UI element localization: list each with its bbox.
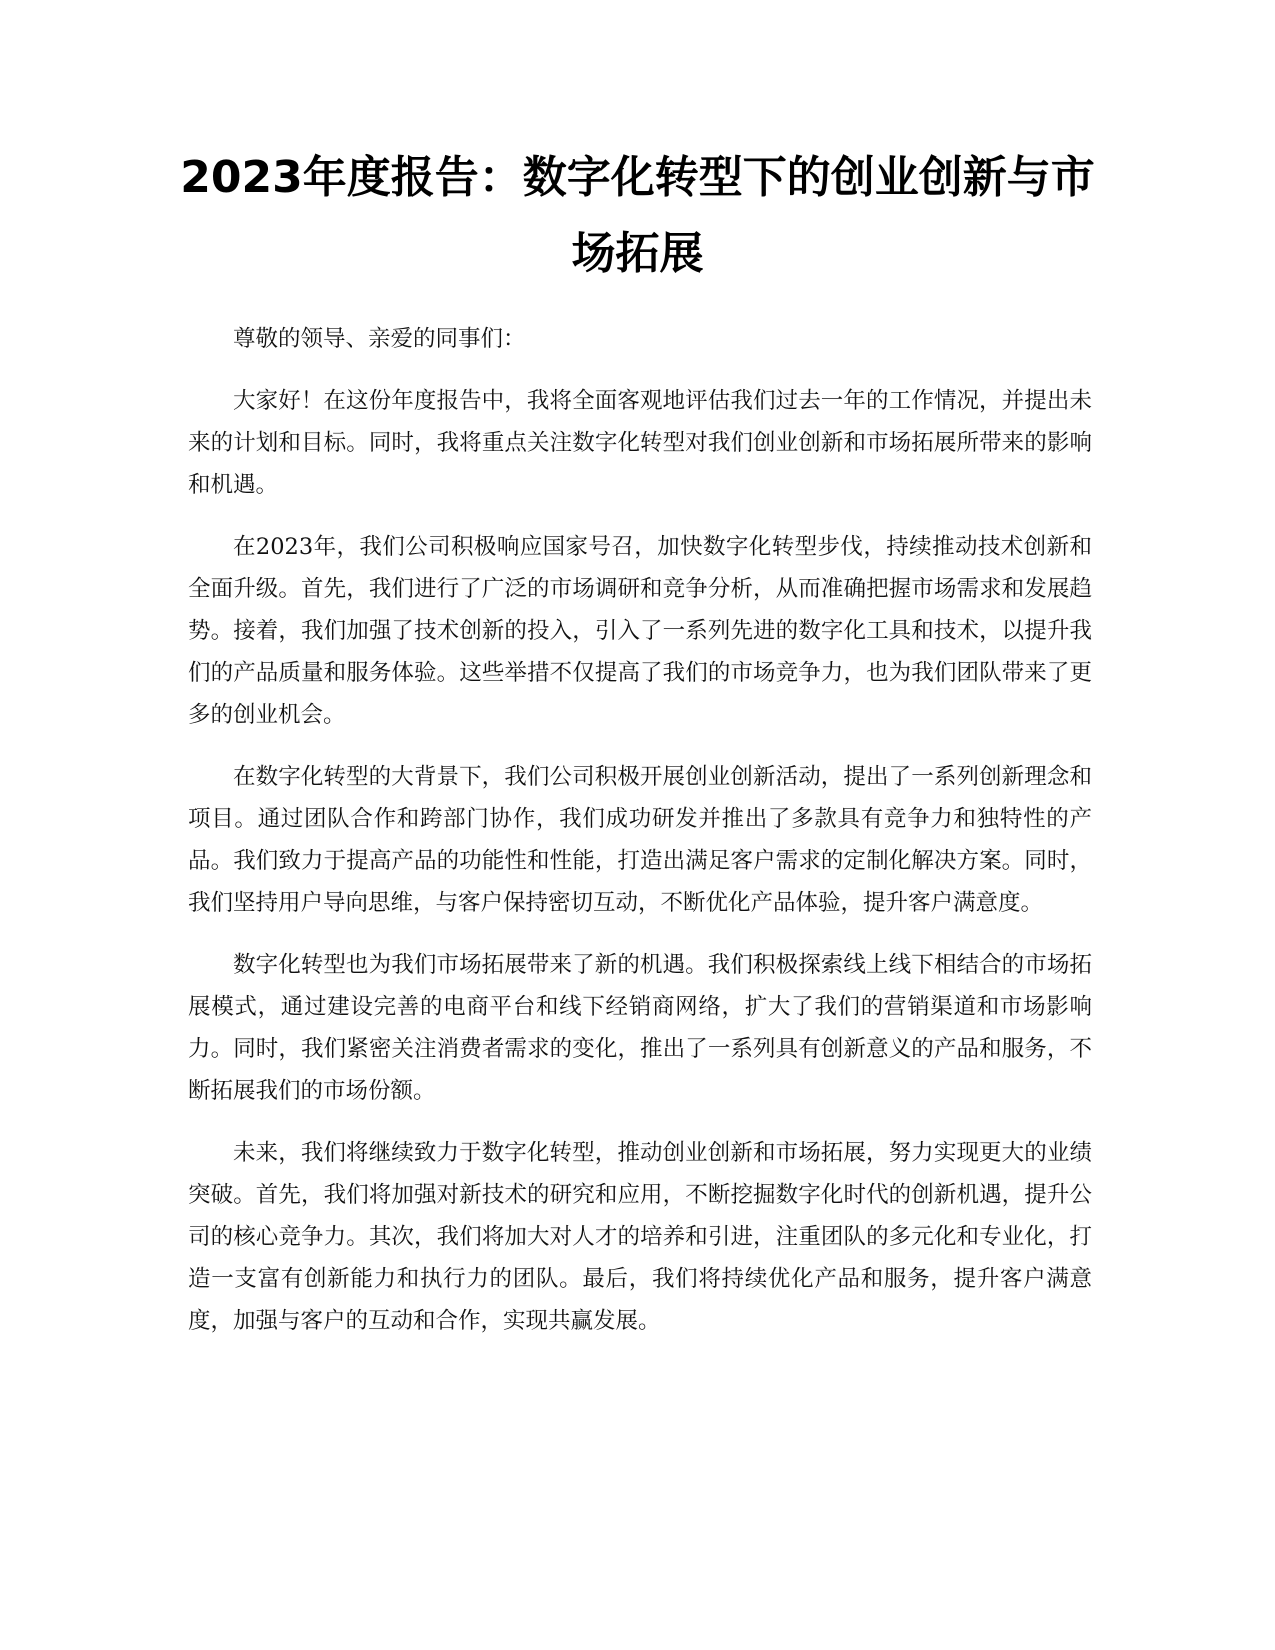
document-title: 2023年度报告：数字化转型下的创业创新与市场拓展	[180, 152, 1095, 279]
paragraph-intro: 大家好！在这份年度报告中，我将全面客观地评估我们过去一年的工作情况，并提出未来的计划和目标。同时，我将重点关注数字化转型对我们创业创新和市场拓展所带来的影响和机遇。	[188, 388, 1092, 498]
paragraph-2023-review: 在2023年，我们公司积极响应国家号召，加快数字化转型步伐，持续推动技术创新和全面升级。首先，我们进行了广泛的市场调研和竞争分析，从而准确把握市场需求和发展趋势。接着，我们加强了技术创新的投入，引入了一系列先进的数字化工具和技术，以提升我们的产品质量和服务体验。这些举措不仅提高了我们的市场竞争力，也为我们团队带来了更多的创业机会。	[188, 534, 1092, 728]
paragraph-innovation: 在数字化转型的大背景下，我们公司积极开展创业创新活动，提出了一系列创新理念和项目。通过团队合作和跨部门协作，我们成功研发并推出了多款具有竞争力和独特性的产品。我们致力于提高产品的功能性和性能，打造出满足客户需求的定制化解决方案。同时，我们坚持用户导向思维，与客户保持密切互动，不断优化产品体验，提升客户满意度。	[188, 764, 1092, 916]
paragraph-future-plans: 未来，我们将继续致力于数字化转型，推动创业创新和市场拓展，努力实现更大的业绩突破。首先，我们将加强对新技术的研究和应用，不断挖掘数字化时代的创新机遇，提升公司的核心竞争力。其次，我们将加大对人才的培养和引进，注重团队的多元化和专业化，打造一支富有创新能力和执行力的团队。最后，我们将持续优化产品和服务，提升客户满意度，加强与客户的互动和合作，实现共赢发展。	[188, 1140, 1092, 1334]
salutation: 尊敬的领导、亲爱的同事们：	[233, 326, 526, 352]
paragraph-market-expansion: 数字化转型也为我们市场拓展带来了新的机遇。我们积极探索线上线下相结合的市场拓展模式，通过建设完善的电商平台和线下经销商网络，扩大了我们的营销渠道和市场影响力。同时，我们紧密关注消费者需求的变化，推出了一系列具有创新意义的产品和服务，不断拓展我们的市场份额。	[188, 952, 1092, 1104]
document-body	[188, 318, 1092, 1362]
